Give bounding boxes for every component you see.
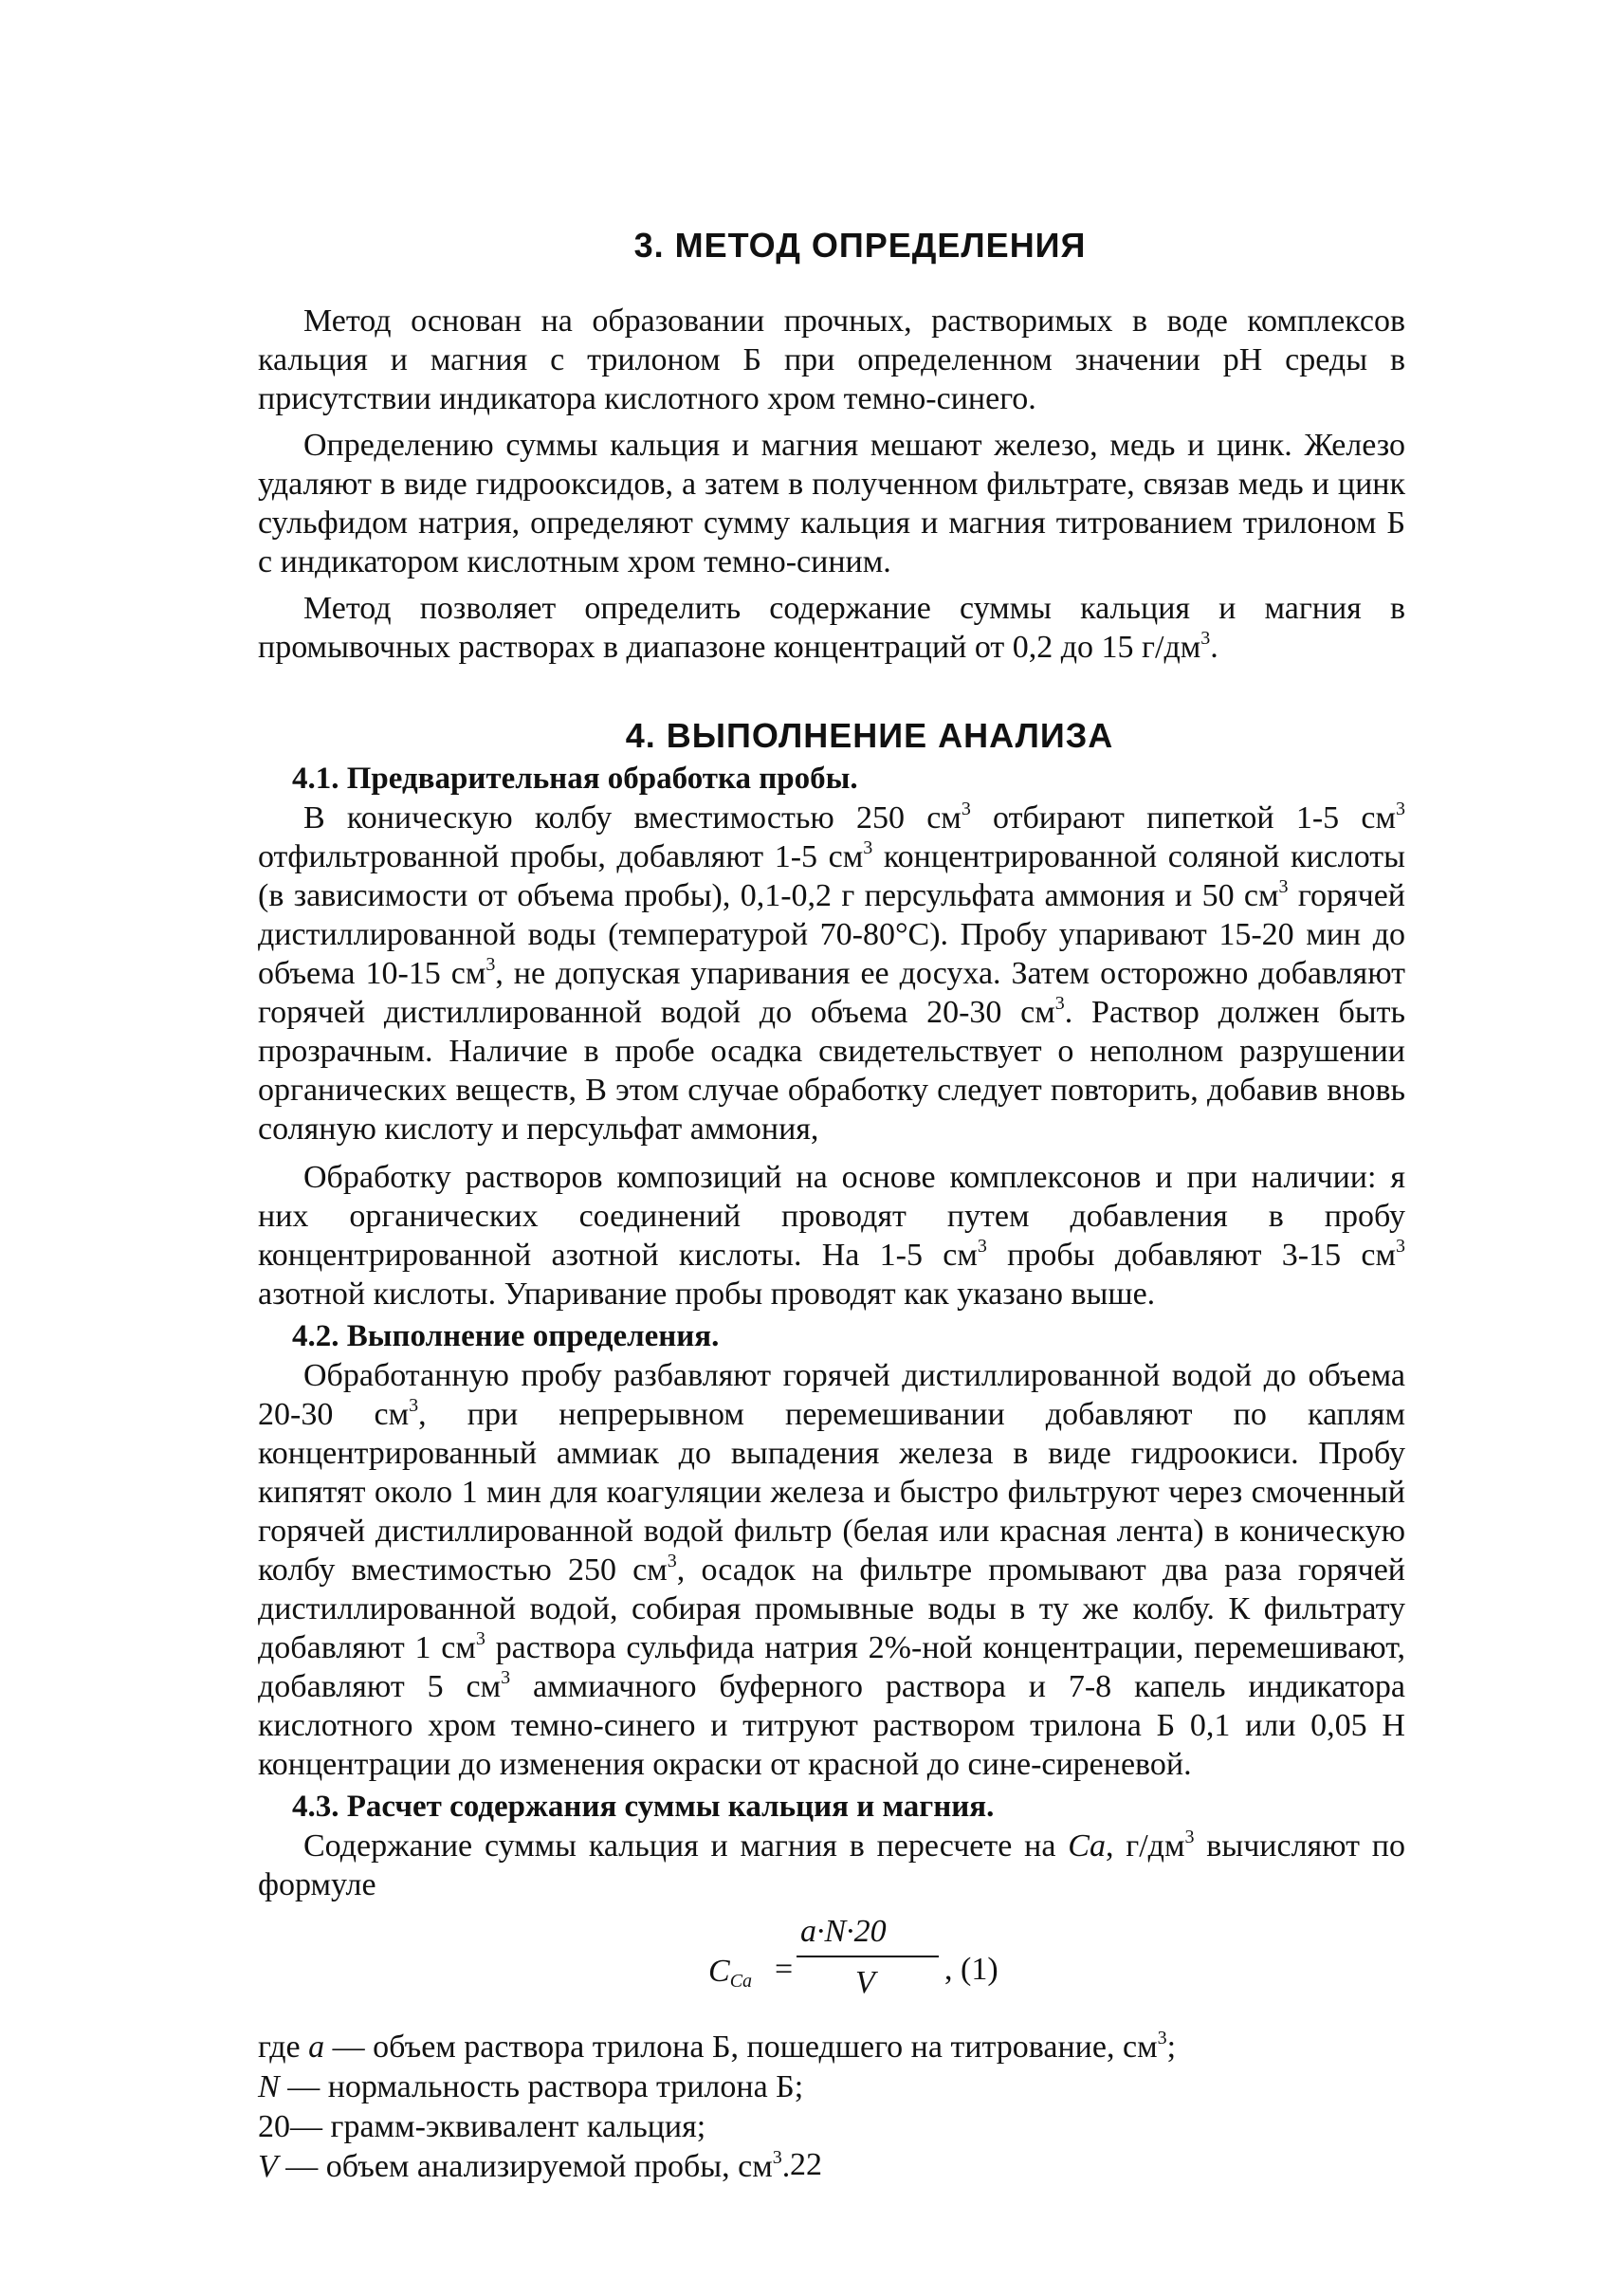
formula-lhs: $C_{Ca}$ — [708, 1954, 753, 1992]
page-number: 22 — [790, 2147, 822, 2182]
subsection-4-3-heading: 4.3. Расчет содержания суммы кальция и магния. — [292, 1790, 995, 1824]
legend-item: V — объем анализируемой пробы, $см^3$. — [258, 2147, 791, 2184]
formula-equals: = — [775, 1952, 794, 1987]
subsection-4-1-heading: 4.1. Предварительная обработка пробы. — [292, 762, 858, 796]
legend-item: где a — объем раствора трилона Б, пошедшего на титрование, $см^3$; — [258, 2028, 1177, 2065]
subsection-4-1-paragraph-1: В коническую колбу вместимостью 250 $см^3$ отбирают пипеткой 1-5 $см^3$ отфильтрованной пробы, добавляют 1-5 $см^3$ концентрированной соляной кислоты (в зависимости от объема пробы), 0,1-0,2 г персульфата аммония и 50 $см^3$ горячей дистиллированной воды (температурой 70-80°С). Пробу упаривают 15-20 мин до объема 10-15 $см^3$, не допуская упаривания ее досуха. Затем осторожно добавляют горячей дистиллированной водой до объема 20-30 $см^3$. Раствор должен быть прозрачным. Наличие в пробе осадка свидетельствует о неполном разрушении органических веществ, В этом случае обработку следует повторить, добавив вновь соляную кислоту и персульфат аммония, — [258, 799, 1405, 1147]
section-3-title: 3. МЕТОД ОПРЕДЕЛЕНИЯ — [633, 226, 1087, 265]
formula-numerator: a·N·20 — [800, 1914, 887, 1949]
section-3-paragraph-1: Метод основан на образовании прочных, растворимых в воде комплексов кальция и магния с трилоном Б при определенном значении рН среды в присутствии индикатора кислотного хром темно-синего. — [258, 303, 1405, 416]
subsection-4-2-heading: 4.2. Выполнение определения. — [292, 1319, 720, 1353]
subsection-4-1-paragraph-2: Обработку растворов композиций на основе комплексонов и при наличии: я них органических соединений проводят путем добавления в пробу концентрированной азотной кислоты. На 1-5 $см^3$ пробы добавляют 3-15 $см^3$ азотной кислоты. Упаривание пробы проводят как указано выше. — [258, 1160, 1405, 1312]
section-4-title: 4. ВЫПОЛНЕНИЕ АНАЛИЗА — [625, 716, 1114, 755]
subsection-4-2-paragraph: Обработанную пробу разбавляют горячей дистиллированной водой до объема 20-30 $см^3$, при непрерывном перемешивании добавляют по каплям концентрированный аммиак до выпадения железа в виде гидроокиси. Пробу кипятят около 1 мин для коагуляции железа и быстро фильтруют через смоченный горячей дистиллированной водой фильтр (белая или красная лента) в коническую колбу вместимостью 250 $см^3$, осадок на фильтре промывают два раза горячей дистиллированной водой, собирая промывные воды в ту же колбу. К фильтрату добавляют 1 $см^3$ раствора сульфида натрия 2%-ной концентрации, перемешивают, добавляют 5 $см^3$ аммиачного буферного раствора и 7-8 капель индикатора кислотного хром темно-синего и титруют раствором трилона Б 0,1 или 0,05 Н концентрации до изменения окраски от красной до сине-сиреневой. — [258, 1358, 1405, 1782]
legend-item: N — нормальность раствора трилона Б; — [258, 2069, 804, 2104]
section-3-paragraph-3: Метод позволяет определить содержание суммы кальция и магния в промывочных растворах в диапазоне концентраций от 0,2 до 15 $г/дм^3$. — [258, 591, 1405, 665]
formula-number: , (1) — [944, 1952, 998, 1987]
formula-1 — [258, 1912, 1405, 2028]
page-content — [258, 226, 1405, 2187]
legend-item: 20— грамм-эквивалент кальция; — [258, 2109, 706, 2144]
formula-denominator: V — [855, 1965, 875, 2000]
subsection-4-3-paragraph: Содержание суммы кальция и магния в пересчете на Ca, $г/дм^3$ вычисляют по формуле — [258, 1827, 1405, 1902]
section-3-paragraph-2: Определению суммы кальция и магния мешают железо, медь и цинк. Железо удаляют в виде гидрооксидов, а затем в полученном фильтрате, связав медь и цинк сульфидом натрия, определяют сумму кальция и магния титрованием трилоном Б с индикатором кислотным хром темно-синим. — [258, 428, 1405, 579]
formula-fraction-bar — [797, 1956, 939, 1957]
